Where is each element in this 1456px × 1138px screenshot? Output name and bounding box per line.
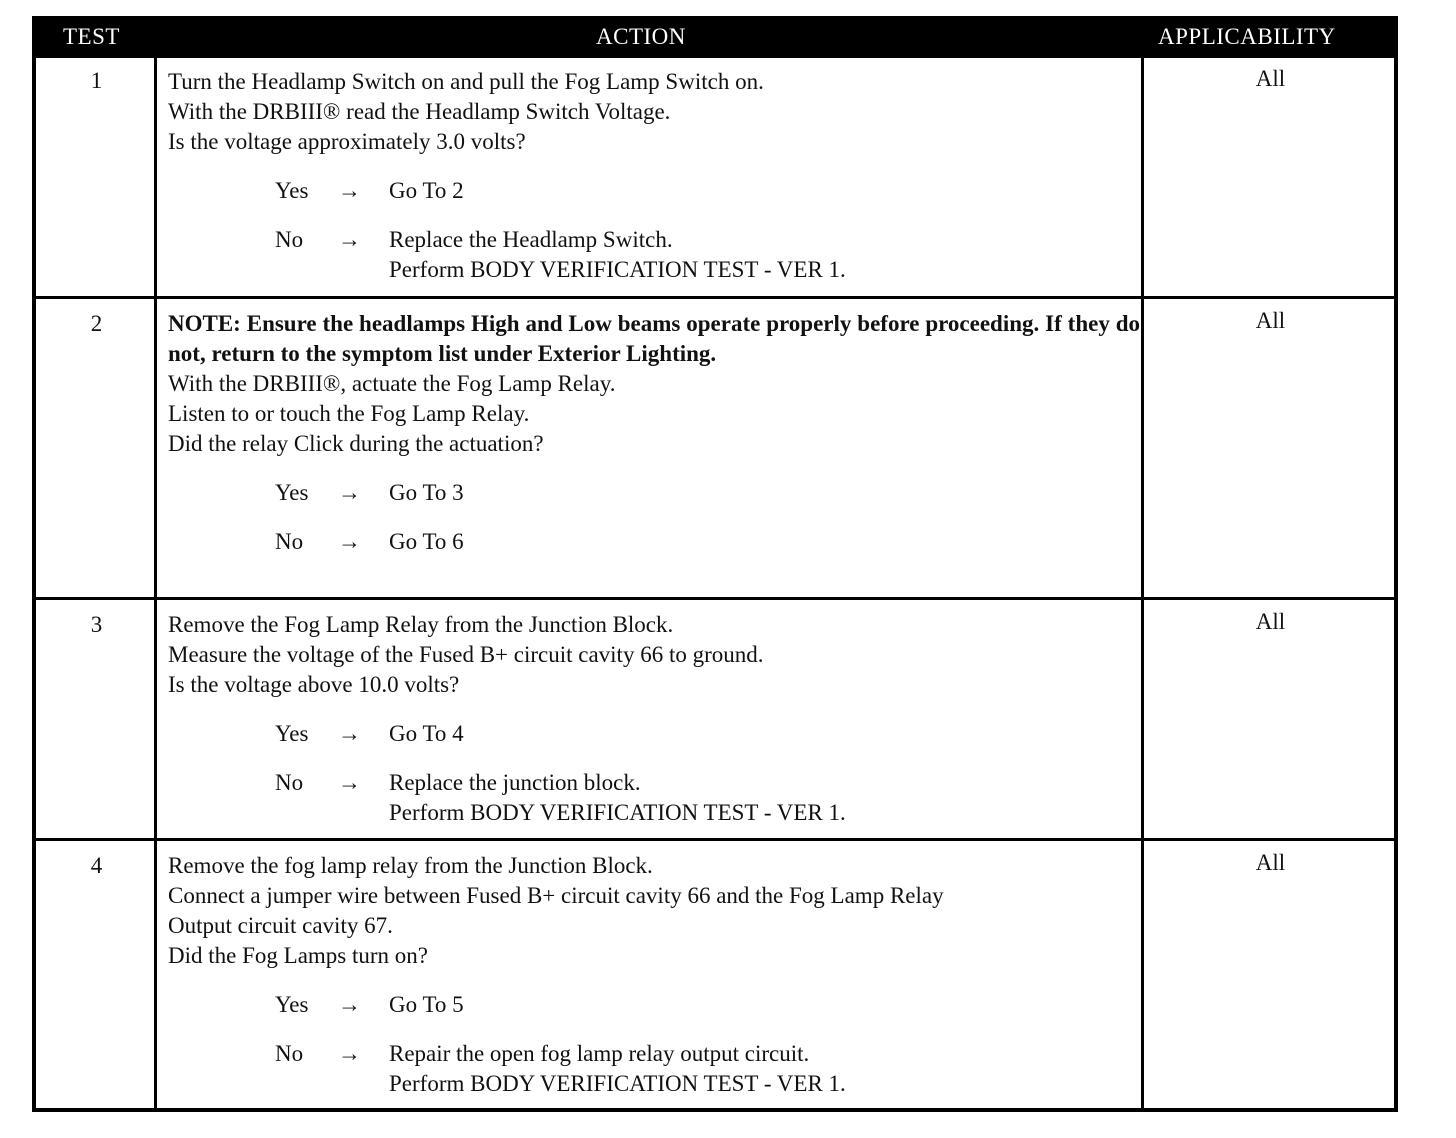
action-line: Did the relay Click during the actuation? [168,431,544,456]
action-line: Connect a jumper wire between Fused B+ circuit cavity 66 and the Fog Lamp Relay [168,883,944,908]
action-cell [168,851,1140,1099]
no-result [389,768,846,828]
result-line: Go To 6 [389,529,464,554]
action-line: Is the voltage above 10.0 volts? [168,672,460,697]
yes-result [389,719,464,749]
row-divider [36,597,1394,600]
header-test: TEST [63,24,120,49]
test-number: 3 [90,612,103,637]
no-label: No [275,529,304,554]
result-line: Go To 5 [389,992,464,1017]
yes-label: Yes [275,992,309,1017]
result-line: Go To 2 [389,178,464,203]
yes-label: Yes [275,721,309,746]
applicability-value: All [1255,850,1286,875]
action-line: Output circuit cavity 67. [168,913,393,938]
column-divider-action [1141,58,1144,1108]
yes-label: Yes [275,480,309,505]
column-divider-test [154,58,157,1108]
row-divider [36,838,1394,841]
action-line: Remove the fog lamp relay from the Junction Block. [168,853,653,878]
arrow-icon: → [338,770,361,795]
result-line: Perform BODY VERIFICATION TEST - VER 1. [389,257,846,282]
yes-label: Yes [275,178,309,203]
action-line: Remove the Fog Lamp Relay from the Junction Block. [168,612,674,637]
arrow-icon: → [338,992,361,1017]
test-number: 1 [90,68,103,93]
applicability-value: All [1255,308,1286,333]
applicability-value: All [1255,66,1286,91]
result-line: Repair the open fog lamp relay output circuit. [389,1041,810,1066]
no-label: No [275,227,304,252]
result-line: Go To 3 [389,480,464,505]
applicability-value: All [1255,609,1286,634]
header-applicability: APPLICABILITY [1158,24,1336,49]
arrow-icon: → [338,1041,361,1066]
arrow-icon: → [338,480,361,505]
table-header [36,20,1394,58]
no-branch [168,527,1140,557]
yes-result [389,176,464,206]
action-line: Did the Fog Lamps turn on? [168,943,428,968]
action-cell [168,67,1140,285]
result-line: Replace the Headlamp Switch. [389,227,673,252]
arrow-icon: → [338,178,361,203]
arrow-icon: → [338,721,361,746]
diagnostic-test-table [32,16,1398,1112]
action-cell [168,309,1140,557]
action-line: Turn the Headlamp Switch on and pull the Fog Lamp Switch on. [168,69,764,94]
action-line: Listen to or touch the Fog Lamp Relay. [168,401,530,426]
no-result [389,1039,846,1099]
action-line: With the DRBIII®, actuate the Fog Lamp Relay. [168,371,616,396]
header-action: ACTION [596,24,686,49]
action-line: With the DRBIII® read the Headlamp Switch Voltage. [168,99,671,124]
row-divider [36,296,1394,299]
yes-branch [168,478,1140,508]
yes-result [389,990,464,1020]
no-label: No [275,770,304,795]
no-branch [168,225,1140,285]
action-line: Measure the voltage of the Fused B+ circuit cavity 66 to ground. [168,642,764,667]
result-line: Replace the junction block. [389,770,641,795]
test-number: 4 [90,853,103,878]
no-result [389,225,846,285]
yes-branch [168,990,1140,1020]
yes-branch [168,719,1140,749]
result-line: Perform BODY VERIFICATION TEST - VER 1. [389,800,846,825]
no-result [389,527,464,557]
no-label: No [275,1041,304,1066]
note-text: NOTE: Ensure the headlamps High and Low beams operate properly before proceeding. If they do not, return to the symptom list under Exterior Lighting. [168,311,1140,366]
test-number: 2 [90,311,103,336]
no-branch [168,1039,1140,1099]
action-line: Is the voltage approximately 3.0 volts? [168,129,526,154]
action-cell [168,610,1140,828]
arrow-icon: → [338,227,361,252]
yes-branch [168,176,1140,206]
result-line: Go To 4 [389,721,464,746]
arrow-icon: → [338,529,361,554]
result-line: Perform BODY VERIFICATION TEST - VER 1. [389,1071,846,1096]
no-branch [168,768,1140,828]
yes-result [389,478,464,508]
